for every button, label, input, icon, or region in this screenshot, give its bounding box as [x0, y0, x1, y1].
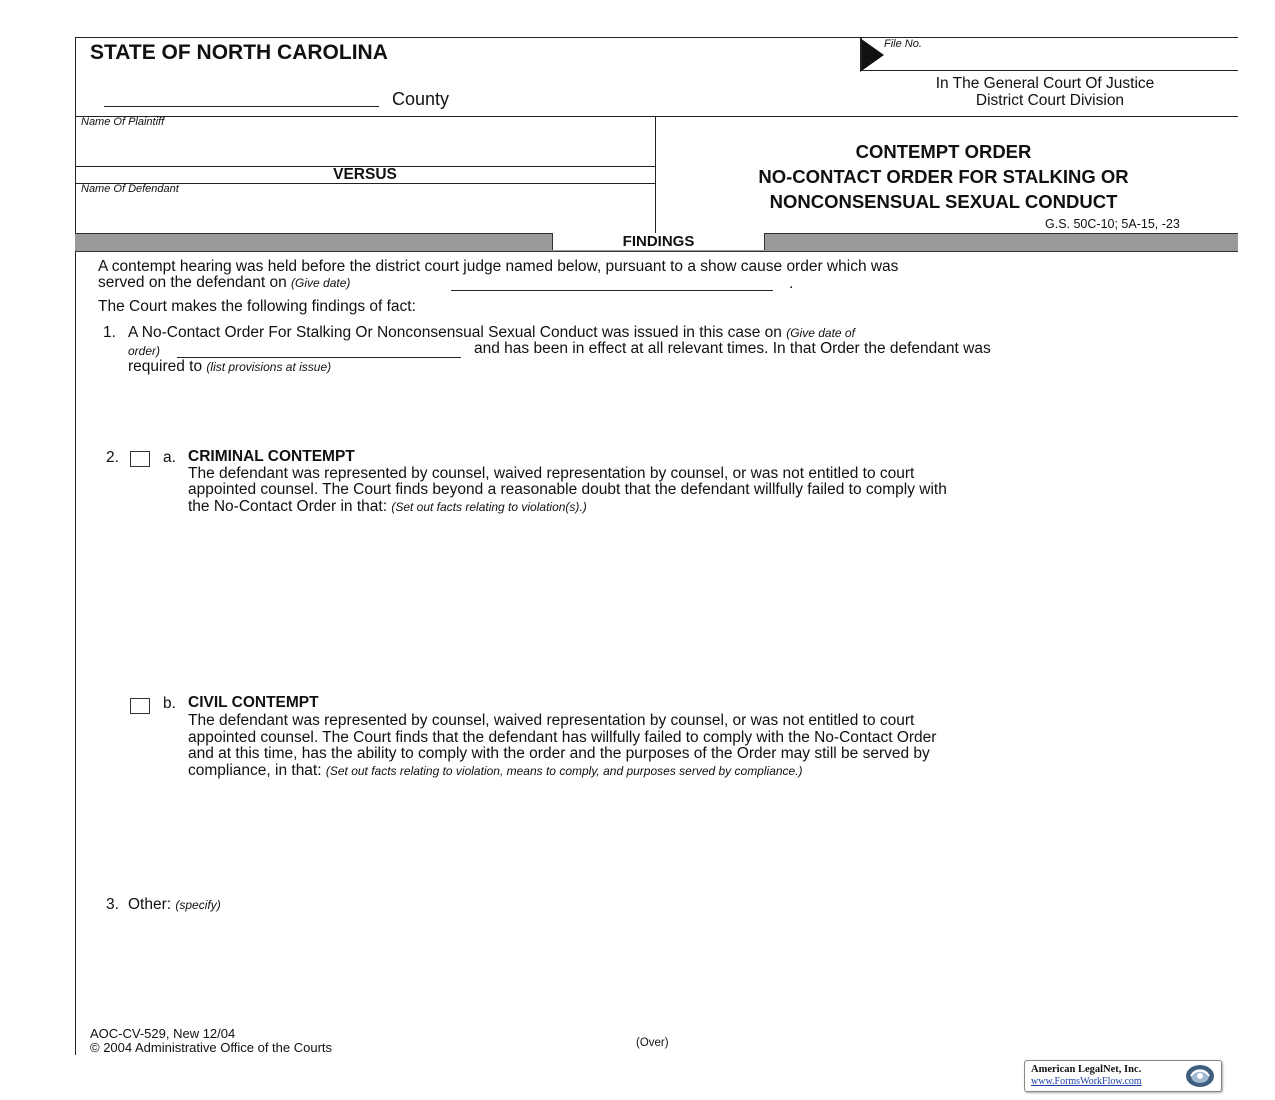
item2b-letter: b. — [163, 695, 176, 712]
county-name-field[interactable] — [104, 106, 379, 107]
title-line-3: NONCONSENSUAL SEXUAL CONDUCT — [769, 191, 1118, 212]
vendor-name: American LegalNet, Inc. — [1031, 1064, 1142, 1075]
item1-text-c: required to — [128, 358, 203, 375]
item3-number: 3. — [106, 896, 119, 913]
item2b-line-4 — [188, 763, 803, 780]
item2a-hint: (Set out facts relating to violation(s).) — [391, 500, 587, 514]
item1-text-a: A No-Contact Order For Stalking Or Nonconsensual Sexual Conduct was issued in this case on — [128, 324, 782, 341]
title-line-1: CONTEMPT ORDER — [855, 141, 1032, 162]
vendor-url[interactable]: www.FormsWorkFlow.com — [1031, 1076, 1142, 1087]
plaintiff-label: Name Of Plaintiff — [81, 116, 165, 128]
intro-served-text: served on the defendant on — [98, 274, 287, 291]
item3-hint: (specify) — [175, 898, 221, 912]
item2a-text: the No-Contact Order in that: — [188, 498, 388, 515]
defendant-label: Name Of Defendant — [81, 183, 179, 195]
civil-contempt-checkbox[interactable] — [130, 698, 150, 714]
criminal-facts-text-area[interactable] — [188, 520, 1218, 685]
item2a-line-3 — [188, 499, 587, 516]
intro-period: . — [789, 275, 794, 292]
item1-text-b: and has been in effect at all relevant times. In that Order the defendant was — [474, 340, 991, 357]
plaintiff-name-field[interactable] — [78, 130, 652, 164]
provisions-text-area[interactable] — [128, 378, 1218, 440]
copyright: © 2004 Administrative Office of the Courts — [90, 1040, 333, 1055]
top-border — [75, 37, 1238, 38]
item2b-line-2: appointed counsel. The Court finds that the defendant has willfully failed to comply with the No-Contact Order — [188, 729, 937, 746]
versus-label: VERSUS — [333, 166, 397, 183]
state-heading: STATE OF NORTH CAROLINA — [90, 41, 388, 64]
item2b-hint: (Set out facts relating to violation, means to comply, and purposes served by compliance.) — [325, 764, 803, 778]
left-border — [75, 37, 76, 1055]
item2a-line-2: appointed counsel. The Court finds beyond a reasonable doubt that the defendant willfully failed to comply with — [188, 481, 947, 498]
defendant-name-field[interactable] — [78, 198, 652, 230]
file-no-field[interactable] — [860, 70, 1238, 71]
item2a-letter: a. — [163, 449, 176, 466]
civil-facts-text-area[interactable] — [188, 785, 1218, 890]
globe-icon — [1183, 1063, 1217, 1089]
item2b-text: compliance, in that: — [188, 762, 322, 779]
court-makes-findings: The Court makes the following findings of fact: — [98, 298, 416, 315]
item1-number: 1. — [103, 324, 116, 341]
over-indicator: (Over) — [636, 1037, 669, 1049]
criminal-contempt-heading: CRIMINAL CONTEMPT — [188, 448, 355, 465]
criminal-contempt-checkbox[interactable] — [130, 451, 150, 467]
item2b-line-3: and at this time, has the ability to comply with the order and the purposes of the Order may still be served by — [188, 745, 930, 762]
court-line-1: In The General Court Of Justice — [935, 75, 1155, 92]
county-label: County — [392, 89, 450, 109]
civil-contempt-heading: CIVIL CONTEMPT — [188, 694, 319, 711]
item1-hint-c: (list provisions at issue) — [206, 360, 332, 374]
vendor-badge[interactable] — [1024, 1060, 1222, 1092]
give-date-hint: (Give date) — [291, 276, 351, 290]
item2a-line-1: The defendant was represented by counsel, waived representation by counsel, or was not entitled to court — [188, 465, 915, 482]
header-rule — [75, 116, 1238, 117]
file-no-label: File No. — [884, 38, 922, 50]
file-no-left-edge — [860, 37, 862, 71]
court-line-2: District Court Division — [975, 92, 1125, 109]
item1-hint-a: (Give date of — [786, 326, 855, 340]
statute-reference: G.S. 50C-10; 5A-15, -23 — [1045, 217, 1180, 231]
form-id: AOC-CV-529, New 12/04 — [90, 1026, 236, 1041]
order-date-field[interactable] — [177, 357, 461, 358]
item1-line-3 — [128, 359, 331, 376]
item2b-line-1: The defendant was represented by counsel, waived representation by counsel, or was not entitled to court — [188, 712, 915, 729]
other-text-area[interactable] — [128, 918, 1218, 1018]
intro-line-1: A contempt hearing was held before the district court judge named below, pursuant to a show cause order which was — [98, 258, 899, 275]
item2-number: 2. — [106, 449, 119, 466]
findings-header: FINDINGS — [552, 233, 765, 250]
item1-hint-b: order) — [128, 344, 161, 358]
intro-line-2 — [98, 275, 350, 292]
item3-label: Other: — [128, 896, 172, 913]
served-date-field[interactable] — [451, 290, 773, 291]
arrow-icon — [860, 38, 884, 72]
item3-line — [128, 897, 221, 914]
title-line-2: NO-CONTACT ORDER FOR STALKING OR — [758, 166, 1129, 187]
